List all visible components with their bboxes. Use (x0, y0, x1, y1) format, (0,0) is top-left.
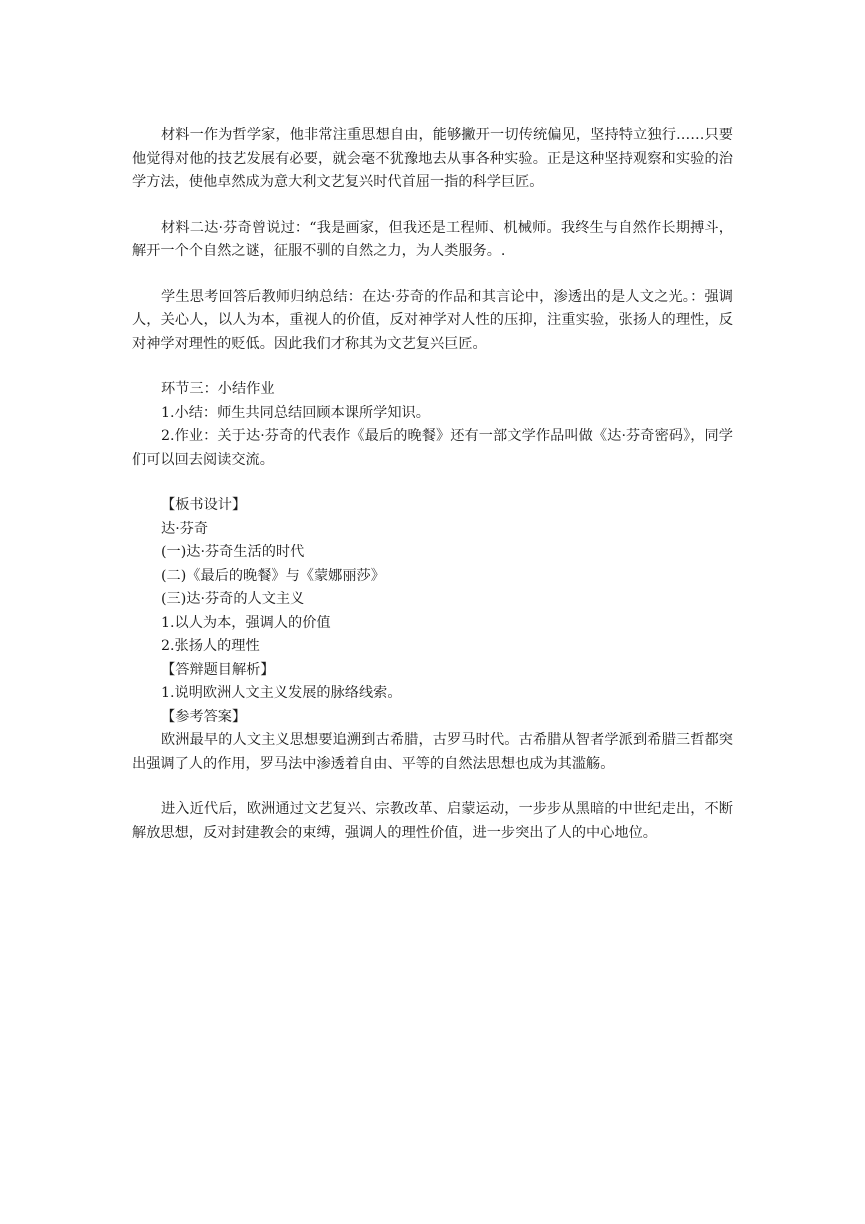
paragraph-summary: 学生思考回答后教师归纳总结：在达·芬奇的作品和其言论中，渗透出的是人文之光。：强调人，关心人，以人为本，重视人的价值，反对神学对人性的压抑，注重实验，张扬人的理性，反对神学对理性的贬低。因此我们才称其为文艺复兴巨匠。 (132, 288, 733, 352)
answer-paragraph-2: 进入近代后，欧洲通过文艺复兴、宗教改革、启蒙运动，一步步从黑暗的中世纪走出，不断解放思想，反对封建教会的束缚，强调人的理性价值，进一步突出了人的中心地位。 (132, 801, 733, 841)
board-item-1: (一)达·芬奇生活的时代 (161, 544, 305, 560)
section-heading-3: 环节三：小结作业 (161, 381, 275, 397)
answer-heading: 【参考答案】 (161, 708, 247, 725)
list-item-homework: 2.作业：关于达·芬奇的代表作《最后的晚餐》还有一部文学作品叫做《达·芬奇密码》，同学们可以回去阅读交流。 (132, 428, 733, 468)
board-subitem-1: 1.以人为本，强调人的价值 (161, 614, 331, 631)
qa-question-1: 1.说明欧洲人文主义发展的脉络线索。 (161, 685, 402, 701)
paragraph-material-1: 材料一作为哲学家，他非常注重思想自由，能够撇开一切传统偏见，坚持特立独行……只要他觉得对他的技艺发展有必要，就会毫不犹豫地去从事各种实验。正是这种坚持观察和实验的治学方法，使他卓然成为意大利文艺复兴时代首屈一指的科学巨匠。 (132, 127, 733, 190)
board-item-3: (三)达·芬奇的人文主义 (161, 591, 305, 607)
board-design-heading: 【板书设计】 (161, 497, 247, 513)
board-subitem-2: 2.张扬人的理性 (161, 638, 260, 654)
list-item-summary: 1.小结：师生共同总结回顾本课所学知识。 (161, 404, 430, 421)
answer-paragraph-1: 欧洲最早的人文主义思想要追溯到古希腊，古罗马时代。古希腊从智者学派到希腊三哲都突出强调了人的作用，罗马法中渗透着自由、平等的自然法思想也成为其滥觞。 (132, 732, 733, 772)
board-item-2: (二)《最后的晚餐》与《蒙娜丽莎》 (161, 567, 385, 584)
board-main-title: 达·芬奇 (161, 520, 209, 537)
qa-heading: 【答辩题目解析】 (161, 661, 275, 678)
paragraph-material-2: 材料二达·芬奇曾说过：“我是画家，但我还是工程师、机械师。我终生与自然作长期搏斗，解开一个个自然之谜，征服不驯的自然之力，为人类服务。. (132, 219, 733, 259)
